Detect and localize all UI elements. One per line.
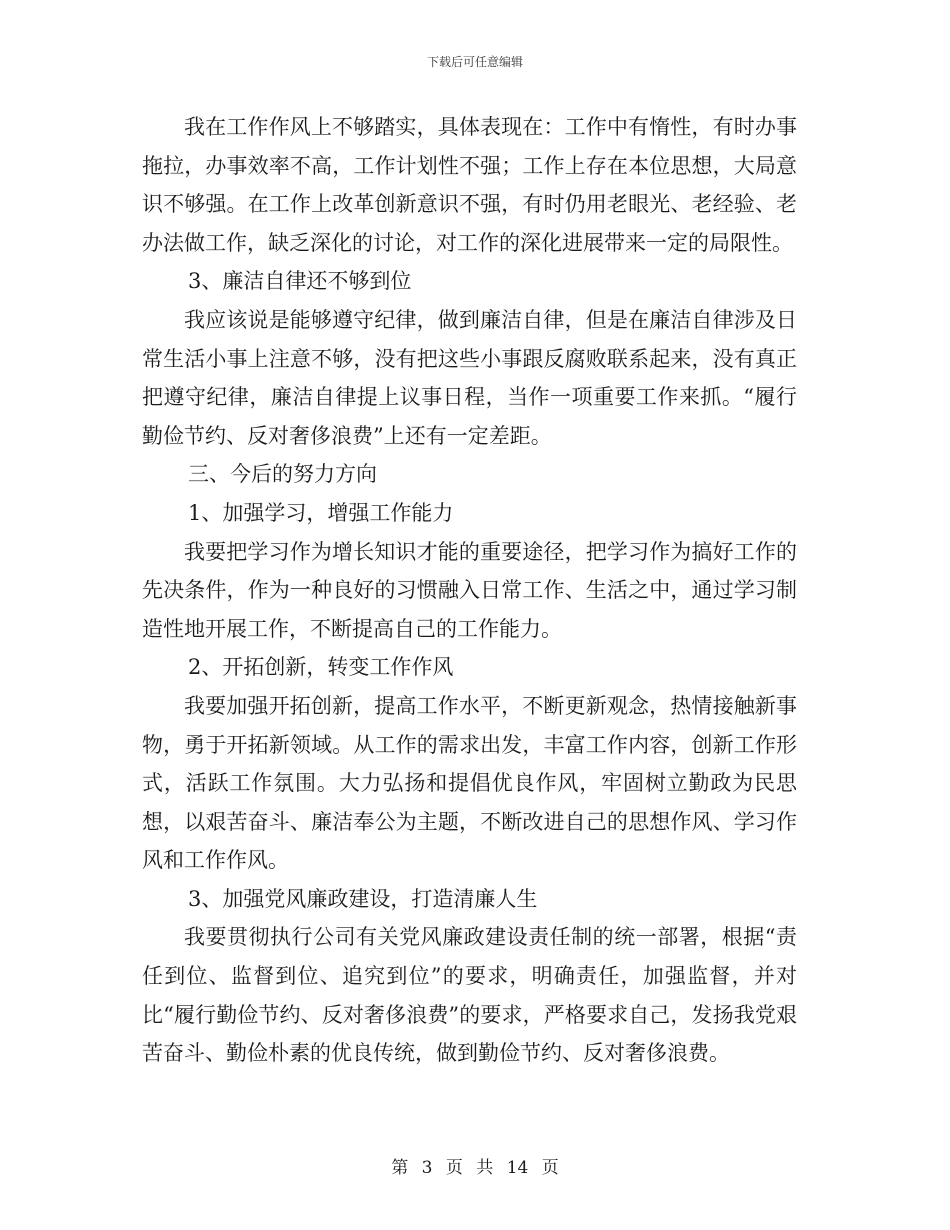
page-header: 下载后可任意编辑: [426, 55, 523, 69]
paragraph: 我要把学习作为增长知识才能的重要途径，把学习作为搞好工作的先决条件，作为一种良好的习惯融入日常工作、生活之中，通过学习制造性地开展工作，不断提高自己的工作能力。: [142, 539, 797, 641]
section-heading: 3、廉洁自律还不够到位: [188, 269, 412, 294]
section-heading: 2、开拓创新，转变工作作风: [188, 655, 454, 680]
section-heading: 1、加强学习，增强工作能力: [188, 500, 454, 525]
paragraph: 我要贯彻执行公司有关党风廉政建设责任制的统一部署，根据“责任到位、监督到位、追究到位”的要求，明确责任，加强监督，并对比“履行勤俭节约、反对奢侈浪费”的要求，严格要求自己，发扬我党艰苦奋斗、勤俭朴素的优良传统，做到勤俭节约、反对奢侈浪费。: [142, 925, 797, 1066]
paragraph: 我要加强开拓创新，提高工作水平，不断更新观念，热情接触新事物，勇于开拓新领域。从工作的需求出发，丰富工作内容，创新工作形式，活跃工作氛围。大力弘扬和提倡优良作风，牢固树立勤政为民思想，以艰苦奋斗、廉洁奉公为主题，不断改进自己的思想作风、学习作风和工作作风。: [142, 693, 797, 873]
paragraph: 我在工作作风上不够踏实，具体表现在：工作中有惰性，有时办事拖拉，办事效率不高，工作计划性不强；工作上存在本位思想，大局意识不够强。在工作上改革创新意识不强，有时仍用老眼光、老经验、老办法做工作，缺乏深化的讨论，对工作的深化进展带来一定的局限性。: [142, 115, 797, 255]
paragraph: 我应该说是能够遵守纪律，做到廉洁自律，但是在廉洁自律涉及日常生活小事上注意不够，没有把这些小事跟反腐败联系起来，没有真正把遵守纪律，廉洁自律提上议事日程，当作一项重要工作来抓。“履行勤俭节约、反对奢侈浪费”上还有一定差距。: [142, 307, 797, 448]
section-heading: 3、加强党风廉政建设，打造清廉人生: [188, 886, 538, 911]
page-number-footer: 第 3 页 共 14 页: [391, 1158, 559, 1178]
section-heading: 三、今后的努力方向: [188, 462, 377, 487]
document-body: [142, 108, 797, 1073]
